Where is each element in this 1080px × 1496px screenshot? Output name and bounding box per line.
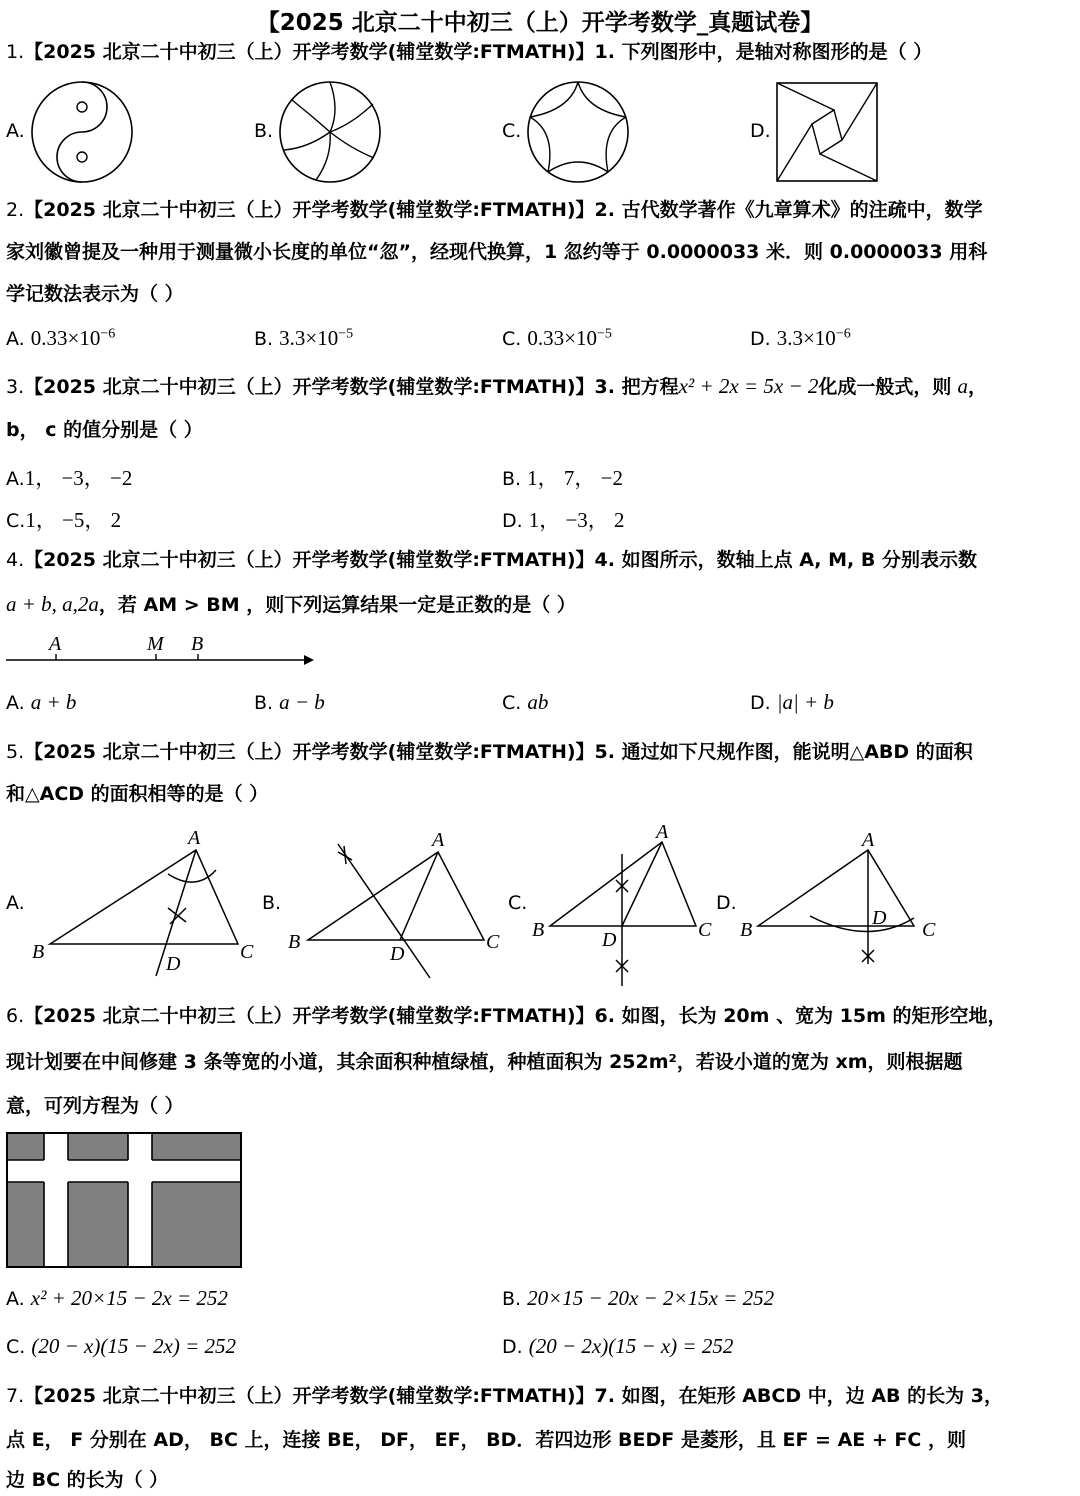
q2-stem-3: 学记数法表示为（ ） [6, 283, 184, 305]
q5-option-b[interactable]: B. [262, 892, 282, 914]
q2-option-a[interactable]: A. $0.33\times 10^{-6}$ [6, 326, 116, 350]
q2-stem-2: 家刘徽曾提及一种用于测量微小长度的单位“忽”，经现代换算，1 忽约等于 0.0000033 米．则 0.0000033 用科 [6, 241, 988, 263]
q3-source: 【2025 北京二十中初三（上）开学考数学(辅堂数学:FTMATH)】 [24, 376, 595, 398]
q5-figure-d [738, 830, 950, 976]
q7-source: 【2025 北京二十中初三（上）开学考数学(辅堂数学:FTMATH)】 [24, 1385, 595, 1407]
q1-source: 【2025 北京二十中初三（上）开学考数学(辅堂数学:FTMATH)】 [24, 41, 595, 63]
q4-option-a[interactable]: A. a + b [6, 690, 77, 714]
svg-text:D: D [390, 943, 405, 965]
svg-text:B: B [532, 919, 545, 941]
q6-number: 6. [6, 1005, 25, 1027]
q2-option-c[interactable]: C. $0.33\times 10^{-5}$ [502, 326, 612, 350]
number-line [6, 628, 316, 672]
q1-option-c[interactable]: C. [502, 120, 522, 142]
q5-stem-2: 和△ACD 的面积相等的是（ ） [6, 783, 269, 805]
q6-option-c[interactable]: C. (20 − x)(15 − 2x) = 252 [6, 1334, 236, 1358]
q4-option-d[interactable]: D. |a| + b [750, 690, 834, 714]
q3-option-d[interactable]: D. 1， −3， 2 [502, 508, 625, 532]
square-pattern-figure [776, 82, 878, 182]
star-circle-figure [526, 80, 630, 184]
q7-stem-2: 点 E， F 分别在 AD， BC 上，连接 BE， DF， EF， BD．若四边形 BEDF 是菱形，且 EF = AE + FC ，则 [6, 1429, 966, 1451]
svg-text:C: C [240, 941, 254, 963]
q5-option-c[interactable]: C. [508, 892, 528, 914]
svg-text:C: C [698, 919, 712, 941]
q2-option-b[interactable]: B. $3.3\times 10^{-5}$ [254, 326, 354, 350]
q7-stem-3: 边 BC 的长为（ ） [6, 1469, 169, 1491]
svg-text:A: A [432, 829, 445, 851]
q3-option-b[interactable]: B. 1， 7， −2 [502, 466, 623, 490]
q5-number: 5. [6, 741, 25, 763]
q5-stem-1: 5. 通过如下尺规作图，能说明△ABD 的面积 [594, 741, 973, 763]
q2-source: 【2025 北京二十中初三（上）开学考数学(辅堂数学:FTMATH)】 [24, 199, 595, 221]
q3-stem-2: b， c 的值分别是（ ） [6, 419, 203, 441]
pinwheel-figure [278, 80, 382, 184]
q6-option-d[interactable]: D. (20 − 2x)(15 − x) = 252 [502, 1334, 734, 1358]
q3-equation: x² + 2x = 5x − 2 [678, 374, 819, 398]
svg-text:B: B [32, 941, 45, 963]
point-b-label: B [191, 633, 204, 655]
q7-stem-1: 7. 如图，在矩形 ABCD 中，边 AB 的长为 3， [594, 1385, 1003, 1407]
q5-figure-a [28, 826, 268, 976]
q4-stem-2: a + b, a,2a，若 AM > BM ，则下列运算结果一定是正数的是（ ） [6, 592, 576, 616]
q3-stem-1a: 3. 把方程 [594, 376, 679, 398]
q1-stem: 1. 下列图形中，是轴对称图形的是（ ） [594, 41, 933, 63]
q5-source: 【2025 北京二十中初三（上）开学考数学(辅堂数学:FTMATH)】 [24, 741, 595, 763]
point-m-label: M [147, 633, 164, 655]
svg-text:D: D [872, 907, 887, 929]
q5-option-d[interactable]: D. [716, 892, 737, 914]
question-5 [6, 740, 973, 764]
q6-stem-2: 现计划要在中间修建 3 条等宽的小道，其余面积种植绿植，种植面积为 252m²，若设小道的宽为 xm，则根据题 [6, 1051, 963, 1073]
q3-option-c[interactable]: C.1， −5， 2 [6, 508, 122, 532]
svg-text:A: A [862, 829, 875, 851]
svg-text:A: A [656, 821, 669, 843]
q6-source: 【2025 北京二十中初三（上）开学考数学(辅堂数学:FTMATH)】 [24, 1005, 595, 1027]
q1-option-d[interactable]: D. [750, 120, 771, 142]
q5-figure-c [530, 822, 720, 988]
q4-option-b[interactable]: B. a − b [254, 690, 325, 714]
q1-option-b[interactable]: B. [254, 120, 274, 142]
svg-text:C: C [922, 919, 936, 941]
svg-text:D: D [166, 953, 181, 975]
question-6 [6, 1004, 1007, 1028]
svg-text:D: D [602, 929, 617, 951]
q4-stem-1: 4. 如图所示，数轴上点 A, M, B 分别表示数 [594, 549, 977, 571]
question-7 [6, 1384, 1003, 1408]
q2-option-d[interactable]: D. $3.3\times 10^{-6}$ [750, 326, 851, 350]
svg-text:C: C [486, 931, 500, 953]
q2-number: 2. [6, 199, 25, 221]
svg-text:B: B [740, 919, 753, 941]
q6-option-b[interactable]: B. 20×15 − 20x − 2×15x = 252 [502, 1286, 775, 1310]
q1-option-a[interactable]: A. [6, 120, 25, 142]
q5-option-a[interactable]: A. [6, 892, 25, 914]
svg-text:A: A [188, 827, 201, 849]
q4-source: 【2025 北京二十中初三（上）开学考数学(辅堂数学:FTMATH)】 [24, 549, 595, 571]
q7-number: 7. [6, 1385, 25, 1407]
yin-yang-figure [30, 80, 134, 184]
page-title: 【2025 北京二十中初三（上）开学考数学_真题试卷】 [256, 10, 824, 36]
q3-number: 3. [6, 376, 25, 398]
q5-figure-b [286, 830, 508, 980]
question-2 [6, 198, 983, 222]
question-4 [6, 548, 977, 572]
q6-stem-3: 意，可列方程为（ ） [6, 1095, 184, 1117]
q6-option-a[interactable]: A. x² + 20×15 − 2x = 252 [6, 1286, 228, 1310]
question-1 [6, 40, 932, 64]
q3-option-a[interactable]: A.1， −3， −2 [6, 466, 133, 490]
q3-stem-1b: 化成一般式，则 [818, 376, 952, 398]
q1-number: 1. [6, 41, 25, 63]
q4-option-c[interactable]: C. ab [502, 690, 549, 714]
q4-number: 4. [6, 549, 25, 571]
q6-stem-1: 6. 如图，长为 20m 、宽为 15m 的矩形空地， [594, 1005, 1007, 1027]
question-3: 3.【2025 北京二十中初三（上）开学考数学(辅堂数学:FTMATH)】3. 把方程x² + 2x = 5x − 2化成一般式，则 a， [6, 374, 987, 398]
svg-text:B: B [288, 931, 301, 953]
q2-stem-1: 2. 古代数学著作《九章算术》的注疏中，数学 [594, 199, 983, 221]
rectangle-paths-figure [6, 1132, 242, 1268]
point-a-label: A [49, 633, 62, 655]
